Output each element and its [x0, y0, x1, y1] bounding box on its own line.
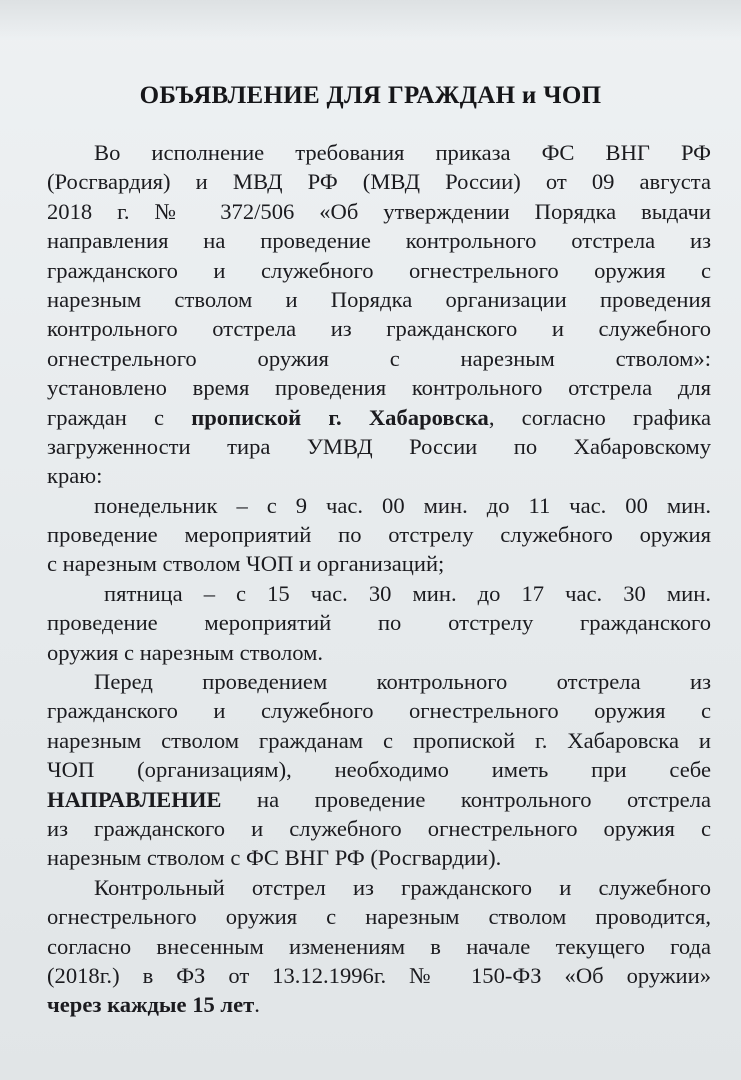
text-line	[47, 990, 711, 1019]
text-line	[47, 814, 711, 843]
text-segment: ЧОП (организациям), необходимо иметь при себе	[47, 757, 711, 783]
text-line	[47, 843, 711, 872]
text-segment: .	[254, 992, 260, 1018]
text-segment: огнестрельного оружия с нарезным стволом»:	[47, 345, 711, 371]
text-line	[47, 726, 711, 755]
text-segment: с нарезным стволом ЧОП и организаций;	[47, 551, 445, 577]
text-line	[47, 696, 711, 725]
text-segment: установлено время проведения контрольного отстрела для	[47, 375, 711, 401]
text-segment: гражданского и служебного огнестрельного оружия с	[47, 698, 711, 724]
text-segment: Перед проведением контрольного отстрела из	[94, 669, 711, 695]
text-line	[47, 138, 711, 167]
text-line	[47, 314, 711, 343]
text-segment: пятница – с 15 час. 30 мин. до 17 час. 30 мин.	[104, 580, 711, 606]
text-segment: (Росгвардия) и МВД РФ (МВД России) от 09 августа	[47, 169, 711, 195]
text-segment: согласно внесенным изменениям в начале текущего года	[47, 933, 711, 959]
text-line	[47, 167, 711, 196]
text-segment: загруженности тира УМВД России по Хабаровскому	[47, 433, 711, 459]
paper-edge	[0, 0, 741, 40]
text-line	[47, 902, 711, 931]
text-line	[47, 491, 711, 520]
text-line	[47, 667, 711, 696]
text-segment: направления на проведение контрольного отстрела из	[47, 228, 711, 254]
text-line	[47, 608, 711, 637]
text-segment: понедельник – с 9 час. 00 мин. до 11 час. 00 мин.	[94, 492, 711, 518]
text-line	[47, 873, 711, 902]
text-segment: гражданского и служебного огнестрельного оружия с	[47, 257, 711, 283]
text-line	[47, 932, 711, 961]
text-line	[47, 549, 711, 578]
text-line	[47, 432, 711, 461]
text-line	[47, 785, 711, 814]
text-segment: проведение мероприятий по отстрелу служебного оружия	[47, 522, 711, 548]
text-segment: (2018г.) в ФЗ от 13.12.1996г. № 150-ФЗ «Об оружии»	[47, 962, 711, 988]
text-segment: оружия с нарезным стволом.	[47, 639, 324, 665]
bold-text: через каждые 15 лет	[47, 992, 255, 1018]
text-segment: нарезным стволом гражданам с пропиской г. Хабаровска и	[47, 727, 711, 753]
text-segment: на проведение контрольного отстрела	[221, 786, 711, 812]
text-segment: огнестрельного оружия с нарезным стволом проводится,	[47, 904, 711, 930]
text-line	[47, 961, 711, 990]
text-segment: , согласно графика	[488, 404, 711, 430]
text-segment: нарезным стволом и Порядка организации проведения	[47, 286, 711, 312]
text-segment: из гражданского и служебного огнестрельного оружия с	[47, 815, 711, 841]
text-line	[47, 520, 711, 549]
text-segment: 2018 г. № 372/506 «Об утверждении Порядка выдачи	[47, 198, 711, 224]
text-line	[47, 373, 711, 402]
notice-body	[47, 138, 711, 1020]
text-segment: Контрольный отстрел из гражданского и служебного	[94, 874, 711, 900]
text-line	[47, 344, 711, 373]
text-segment: нарезным стволом с ФС ВНГ РФ (Росгвардии).	[47, 845, 502, 871]
text-line	[47, 403, 711, 432]
bold-text: пропиской г. Хабаровска	[191, 404, 489, 430]
text-segment: краю:	[47, 463, 103, 489]
bold-text: НАПРАВЛЕНИЕ	[47, 786, 222, 812]
text-segment: контрольного отстрела из гражданского и служебного	[47, 316, 711, 342]
text-line	[47, 461, 711, 490]
text-segment: Во исполнение требования приказа ФС ВНГ РФ	[94, 140, 711, 165]
text-line	[47, 197, 711, 226]
text-line	[47, 285, 711, 314]
text-line	[47, 579, 711, 608]
text-line	[47, 226, 711, 255]
text-segment: проведение мероприятий по отстрелу гражданского	[47, 610, 711, 636]
text-line	[47, 256, 711, 285]
notice-title: ОБЪЯВЛЕНИЕ ДЛЯ ГРАЖДАН и ЧОП	[139, 82, 602, 109]
text-segment: граждан с	[47, 404, 192, 430]
text-line	[47, 755, 711, 784]
text-line	[47, 638, 711, 667]
